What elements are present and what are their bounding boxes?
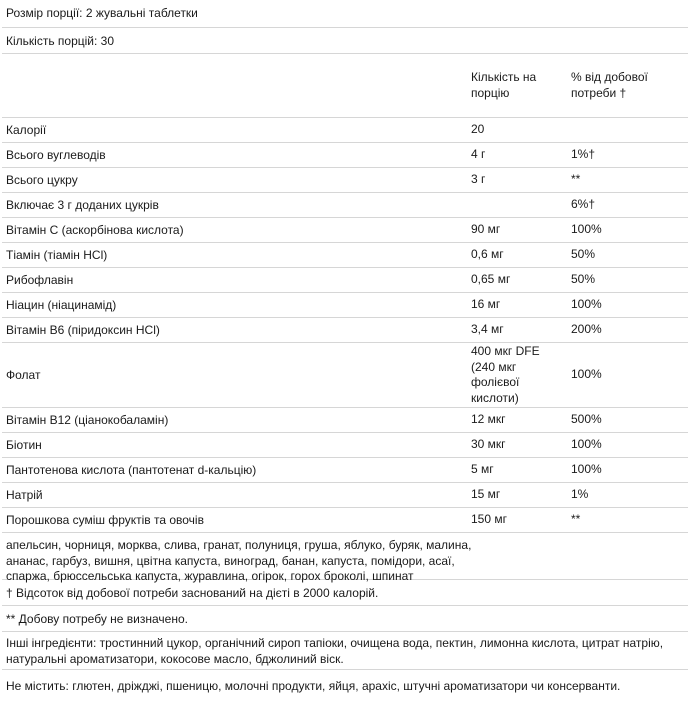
nutrient-daily-value: 1% [571, 487, 589, 502]
nutrient-amount: 20 [471, 122, 485, 137]
table-row [2, 293, 688, 318]
table-row-folate [2, 343, 688, 408]
nutrient-daily-value: 100% [571, 462, 602, 477]
nutrient-daily-value: 1%† [571, 147, 596, 162]
blend-line: спаржа, брюссельська капуста, журавлина, огірок, горох броколі, шпинат [6, 569, 414, 583]
nutrient-daily-value: 100% [571, 367, 602, 382]
table-row [2, 458, 688, 483]
nutrient-name: Включає 3 г доданих цукрів [6, 198, 159, 212]
table-row [2, 118, 688, 143]
nutrient-daily-value: 50% [571, 272, 596, 287]
nutrient-daily-value: ** [571, 512, 581, 527]
nutrient-name: Порошкова суміш фруктів та овочів [6, 513, 204, 527]
table-row [2, 408, 688, 433]
serving-count: Кількість порцій: 30 [6, 33, 115, 48]
table-row [2, 318, 688, 343]
nutrient-daily-value: 50% [571, 247, 596, 262]
table-row [2, 433, 688, 458]
nutrient-amount: 5 мг [471, 462, 494, 477]
nutrient-amount: 0,65 мг [471, 272, 511, 287]
serving-size: Розмір порції: 2 жувальні таблетки [6, 5, 198, 20]
nutrient-amount: 3,4 мг [471, 322, 504, 337]
nutrient-amount: 90 мг [471, 222, 501, 237]
table-row [2, 218, 688, 243]
table-row [2, 168, 688, 193]
blend-line: апельсин, чорниця, морква, слива, гранат, полуниця, груша, яблуко, буряк, малина, [6, 538, 472, 552]
table-row [2, 483, 688, 508]
nutrient-amount: 0,6 мг [471, 247, 504, 262]
nutrient-amount: 3 г [471, 172, 486, 187]
table-row [2, 268, 688, 293]
nutrient-amount: 4 г [471, 147, 486, 162]
nutrient-name: Вітамін С (аскорбінова кислота) [6, 223, 184, 237]
other-ingredients: Інші інгредієнти: тростинний цукор, органічний сироп тапіоки, очищена вода, пектин, лимонна кислота, цитрат натрію, натуральні ароматизатори, кокосове масло, бджолиний віск. [2, 632, 688, 670]
nutrient-daily-value: 200% [571, 322, 602, 337]
table-row [2, 243, 688, 268]
blend-line: ананас, гарбуз, вишня, цвітна капуста, виноград, банан, капуста, помідори, асаї, [6, 553, 455, 568]
table-row [2, 193, 688, 218]
nutrient-name: Натрій [6, 488, 43, 502]
nutrient-daily-value: 6%† [571, 197, 596, 212]
nutrient-amount: 15 мг [471, 487, 501, 502]
nutrient-name: Ніацин (ніацинамід) [6, 298, 117, 312]
nutrient-name: Фолат [6, 368, 41, 382]
nutrient-name: Біотин [6, 438, 42, 452]
blend-ingredients [2, 533, 688, 583]
nutrient-name: Всього цукру [6, 173, 78, 187]
header-daily-value: % від добової потреби † [571, 70, 648, 100]
serving-size-row [2, 0, 688, 28]
nutrient-amount: 16 мг [471, 297, 501, 312]
nutrient-daily-value: 500% [571, 412, 602, 427]
header-amount: Кількість на порцію [471, 70, 537, 100]
nutrient-name: Всього вуглеводів [6, 148, 106, 162]
table-row [2, 143, 688, 168]
nutrient-daily-value: 100% [571, 222, 602, 237]
nutrient-amount: 12 мкг [471, 412, 506, 427]
nutrient-name: Калорії [6, 123, 47, 137]
nutrient-daily-value: 100% [571, 297, 602, 312]
table-header [2, 54, 688, 118]
nutrient-amount: 150 мг [471, 512, 507, 527]
serving-count-row [2, 28, 688, 54]
footnote-daily-value: † Відсоток від добової потреби заснований на дієті в 2000 калорій. [2, 580, 688, 606]
nutrient-name: Вітамін В12 (ціанокобаламін) [6, 413, 169, 427]
nutrient-name: Вітамін В6 (піридоксин HCl) [6, 323, 160, 337]
footnote-not-established: ** Добову потребу не визначено. [2, 606, 688, 632]
nutrient-daily-value: ** [571, 172, 581, 187]
nutrient-name: Тіамін (тіамін HCl) [6, 248, 108, 262]
nutrient-name: Рибофлавін [6, 273, 74, 287]
free-from: Не містить: глютен, дріжджі, пшеницю, молочні продукти, яйця, арахіс, штучні ароматизатори чи консерванти. [6, 678, 621, 693]
nutrient-amount: 30 мкг [471, 437, 506, 452]
nutrient-daily-value: 100% [571, 437, 602, 452]
nutrient-name: Пантотенова кислота (пантотенат d-кальцію) [6, 463, 257, 477]
nutrient-amount: 400 мкг DFE (240 мкг фолієвої кислоти) [471, 344, 540, 405]
table-row [2, 508, 688, 533]
